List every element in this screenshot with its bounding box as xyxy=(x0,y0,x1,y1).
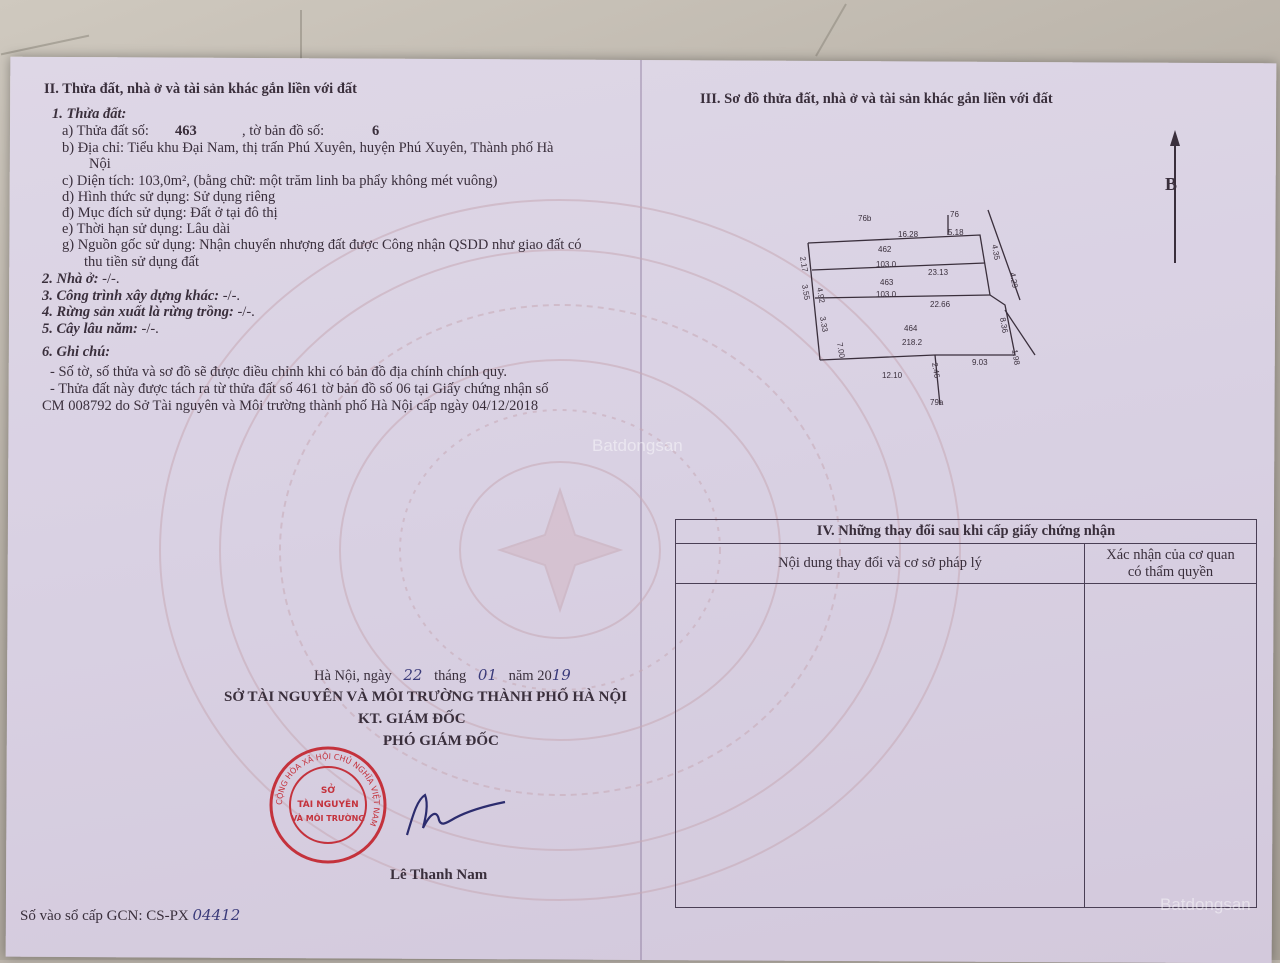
item-5-label: 5. Cây lâu năm: xyxy=(42,321,138,337)
parcel-464-number: 464 xyxy=(904,324,918,333)
handwritten-signature xyxy=(395,780,510,840)
parcel-463-area: 103.0 xyxy=(876,290,897,299)
signer-name: Lê Thanh Nam xyxy=(390,867,488,883)
north-arrow-icon xyxy=(1160,128,1190,268)
deputy-director: PHÓ GIÁM ĐỐC xyxy=(383,733,499,749)
floor-tile-seam xyxy=(815,4,847,57)
dimension-top-1: 16.28 xyxy=(898,230,919,239)
item-4-value: -/-. xyxy=(233,304,255,320)
watermark-logo: Batdongsan xyxy=(592,436,683,455)
item-1-title: 1. Thửa đất: xyxy=(52,106,127,122)
section-4-title: IV. Những thay đổi sau khi cấp giấy chứng nhận xyxy=(676,520,1257,544)
dimension-mid-1: 23.13 xyxy=(928,268,949,277)
dimension-right-3: 8.36 xyxy=(998,316,1010,334)
floor-tile-seam xyxy=(1,35,89,56)
stamp-ring-text: CỘNG HÒA XÃ HỘI CHỦ NGHĨA VIỆT NAM xyxy=(274,751,382,828)
note-2-line-1: - Thửa đất này được tách ra từ thửa đất số 461 tờ bản đồ số 06 tại Giấy chứng nhận số xyxy=(50,381,549,397)
date-prefix: Hà Nội, ngày xyxy=(314,668,392,684)
item-5-perennial-trees xyxy=(42,320,159,338)
date-year: 19 xyxy=(551,666,571,684)
column-header-authority-line-2: có thẩm quyền xyxy=(1127,563,1214,580)
dimension-mid-2: 22.66 xyxy=(930,300,951,309)
change-content-cell xyxy=(676,584,1085,908)
parcel-plan-diagram xyxy=(780,195,1040,425)
section-2-title: II. Thửa đất, nhà ở và tài sản khác gắn liền với đất xyxy=(44,81,357,97)
stamp-center-1: SỞ xyxy=(320,786,336,796)
note-1: - Số tờ, số thửa và sơ đồ sẽ được điều chỉnh khi có bản đồ địa chính chính quy. xyxy=(50,364,507,380)
map-sheet-label: , tờ bản đồ số: xyxy=(242,123,325,139)
origin-line-2: thu tiền sử dụng đất xyxy=(84,254,199,270)
north-label: B xyxy=(1165,174,1178,194)
dimension-top-2: 5.18 xyxy=(948,228,964,237)
address-line-2: Nội xyxy=(89,156,111,172)
address-line-1: b) Địa chỉ: Tiểu khu Đại Nam, thị trấn Phú Xuyên, huyện Phú Xuyên, Thành phố Hà xyxy=(62,140,554,156)
serial-label: Số vào sổ cấp GCN: CS-PX xyxy=(20,908,189,924)
watermark-logo: Batdongsan xyxy=(1160,895,1251,914)
parcel-label-79a: 79a xyxy=(930,398,944,407)
item-2-label: 2. Nhà ở: xyxy=(42,271,99,287)
changes-table xyxy=(675,519,1257,908)
usage-form-line: d) Hình thức sử dụng: Sử dụng riêng xyxy=(62,189,276,205)
origin-line-1: g) Nguồn gốc sử dụng: Nhận chuyển nhượng đất được Công nhận QSDD như giao đất có xyxy=(62,237,582,253)
date-day: 22 xyxy=(403,666,423,684)
dimension-right-2: 4.29 xyxy=(1008,271,1020,289)
dimension-right-1: 4.35 xyxy=(990,243,1002,261)
item-3-value: -/-. xyxy=(219,288,241,304)
date-year-label: năm 20 xyxy=(508,668,552,684)
parcel-464-area: 218.2 xyxy=(902,338,923,347)
dimension-left-1: 2.17 xyxy=(798,255,810,273)
kt-director: KT. GIÁM ĐỐC xyxy=(358,711,466,727)
issuing-agency: SỞ TÀI NGUYÊN VÀ MÔI TRƯỜNG THÀNH PHỐ HÀ NỘI xyxy=(224,689,627,705)
stamp-center-2: TÀI NGUYÊN xyxy=(297,800,359,810)
map-sheet-value: 6 xyxy=(372,123,380,139)
issue-date xyxy=(314,666,571,685)
dimension-left-2: 3.55 xyxy=(800,283,812,301)
dimension-right-5: 2.46 xyxy=(930,361,942,379)
usage-term-line: e) Thời hạn sử dụng: Lâu dài xyxy=(62,221,231,237)
column-header-authority-line-1: Xác nhận của cơ quan xyxy=(1106,546,1235,563)
item-6-notes-title: 6. Ghi chú: xyxy=(42,344,111,360)
usage-purpose-line: đ) Mục đích sử dụng: Đất ở tại đô thị xyxy=(62,205,278,221)
certificate-serial xyxy=(20,906,240,925)
parcel-462-area: 103.0 xyxy=(876,260,897,269)
dimension-left-3: 4.92 xyxy=(815,286,827,304)
serial-value: 04412 xyxy=(192,906,241,924)
stamp-center-3: VÀ MÔI TRƯỜNG xyxy=(291,814,365,823)
item-2-house xyxy=(42,270,119,288)
column-header-authority-confirmation xyxy=(1085,544,1257,584)
dimension-left-5: 7.00 xyxy=(835,341,847,359)
dimension-left-4: 3.33 xyxy=(818,315,830,333)
item-5-value: -/-. xyxy=(137,321,159,337)
date-month: 01 xyxy=(477,666,497,684)
date-month-label: tháng xyxy=(434,668,467,684)
dimension-bottom-1: 12.10 xyxy=(882,371,903,380)
item-3-label: 3. Công trình xây dựng khác: xyxy=(42,288,220,304)
item-2-value: -/-. xyxy=(98,271,120,287)
section-3-title: III. Sơ đồ thửa đất, nhà ở và tài sản khác gắn liền với đất xyxy=(700,91,1053,107)
parcel-label-76: 76 xyxy=(950,210,959,219)
parcel-number-label: a) Thửa đất số: xyxy=(62,123,149,139)
dimension-right-4: 1.98 xyxy=(1010,348,1022,366)
item-4-label: 4. Rừng sản xuất là rừng trồng: xyxy=(42,304,234,320)
dimension-bottom-2: 9.03 xyxy=(972,358,988,367)
note-2-line-2: CM 008792 do Sở Tài nguyên và Môi trường thành phố Hà Nội cấp ngày 04/12/2018 xyxy=(42,398,539,414)
item-4-planted-forest xyxy=(42,303,255,321)
authority-confirmation-cell xyxy=(1085,584,1257,908)
official-red-stamp xyxy=(268,745,388,865)
column-header-change-content: Nội dung thay đổi và cơ sở pháp lý xyxy=(676,544,1085,584)
parcel-462-number: 462 xyxy=(878,245,892,254)
parcel-463-number: 463 xyxy=(880,278,894,287)
parcel-label-76b: 76b xyxy=(858,214,872,223)
parcel-number-value: 463 xyxy=(175,123,197,139)
area-line: c) Diện tích: 103,0m², (bằng chữ: một trăm linh ba phẩy không mét vuông) xyxy=(62,173,498,189)
